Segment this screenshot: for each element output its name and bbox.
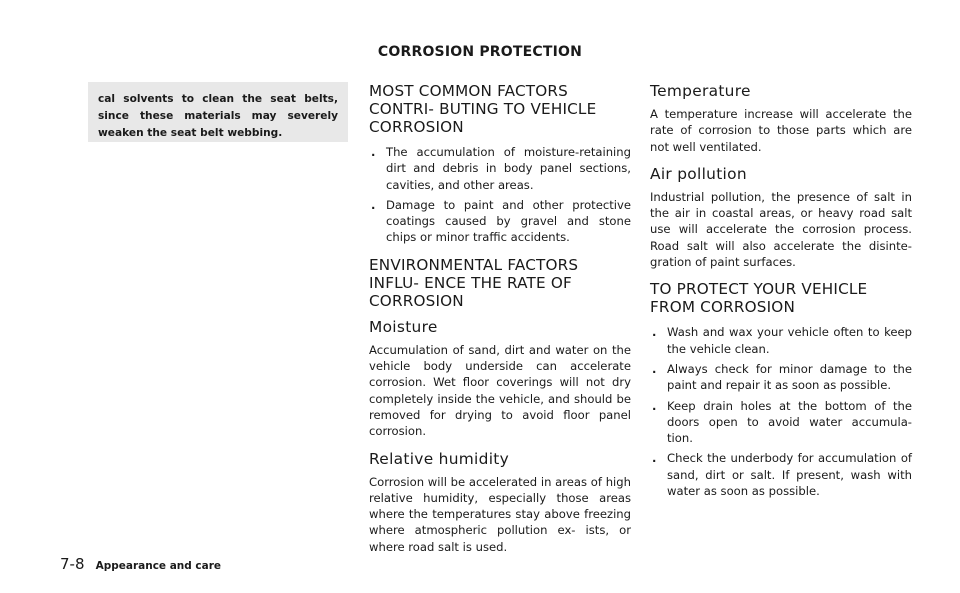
humidity-paragraph: Corrosion will be accelerated in areas of high relative humidity, especially those areas where the temperatures stay above freezing where atmospheric pollution ex- ists, or where road salt is used. [369, 474, 631, 554]
bullet-icon: . [652, 398, 657, 413]
bullet-icon: . [371, 145, 376, 159]
environmental-heading: ENVIRONMENTAL FACTORS INFLU- ENCE THE RATE OF CORROSION [369, 255, 579, 310]
humidity-heading: Relative humidity [369, 449, 510, 468]
protect-list [650, 324, 912, 499]
protect-heading: TO PROTECT YOUR VEHICLE FROM CORROSION [650, 280, 868, 317]
list-item: . Check the underbody for accumulation of sand, dirt or salt. If present, wash with water as soon as possible. [652, 451, 912, 499]
bullet-icon: . [652, 325, 657, 340]
temperature-heading: Temperature [650, 82, 751, 100]
section-name: Appearance and care [95, 560, 222, 572]
caution-text: cal solvents to clean the seat belts, since these materials may severely weaken the seat belt webbing. [98, 93, 338, 139]
air-pollution-heading: Air pollution [650, 164, 747, 183]
caution-box [88, 82, 348, 142]
temperature-paragraph: A temperature increase will accelerate the rate of corrosion to those parts which are not well ventilated. [650, 107, 912, 154]
list-item: . Keep drain holes at the bottom of the doors open to avoid water accumula- tion. [652, 398, 912, 446]
factors-list [369, 144, 631, 246]
list-item: . Wash and wax your vehicle often to keep the vehicle clean. [652, 325, 912, 356]
factors-heading: MOST COMMON FACTORS CONTRI- BUTING TO VEHICLE CORROSION [369, 82, 597, 136]
moisture-heading: Moisture [369, 317, 438, 336]
page-title: CORROSION PROTECTION [377, 44, 583, 60]
page-number: 7-8 [60, 555, 85, 573]
list-item: . Damage to paint and other protective coatings caused by gravel and stone chips or minor traffic accidents. [371, 197, 631, 245]
list-item: . The accumulation of moisture-retaining dirt and debris in body panel sections, cavities, and other areas. [371, 145, 631, 192]
bullet-icon: . [652, 361, 657, 376]
bullet-icon: . [652, 451, 657, 466]
air-pollution-paragraph: Industrial pollution, the presence of salt in the air in coastal areas, or heavy road salt use will accelerate the corrosion process. Road salt will also accelerate the disinte- gration of paint surfaces. [650, 189, 912, 270]
middle-column [369, 82, 631, 565]
list-item: . Always check for minor damage to the paint and repair it as soon as possible. [652, 361, 912, 393]
bullet-icon: . [371, 197, 376, 212]
right-column [650, 82, 912, 509]
page-footer [60, 554, 221, 573]
moisture-paragraph: Accumulation of sand, dirt and water on the vehicle body underside can accelerate corrosion. Wet floor coverings will not dry completely inside the vehicle, and should be removed for drying to avoid floor panel corrosion. [369, 342, 631, 439]
